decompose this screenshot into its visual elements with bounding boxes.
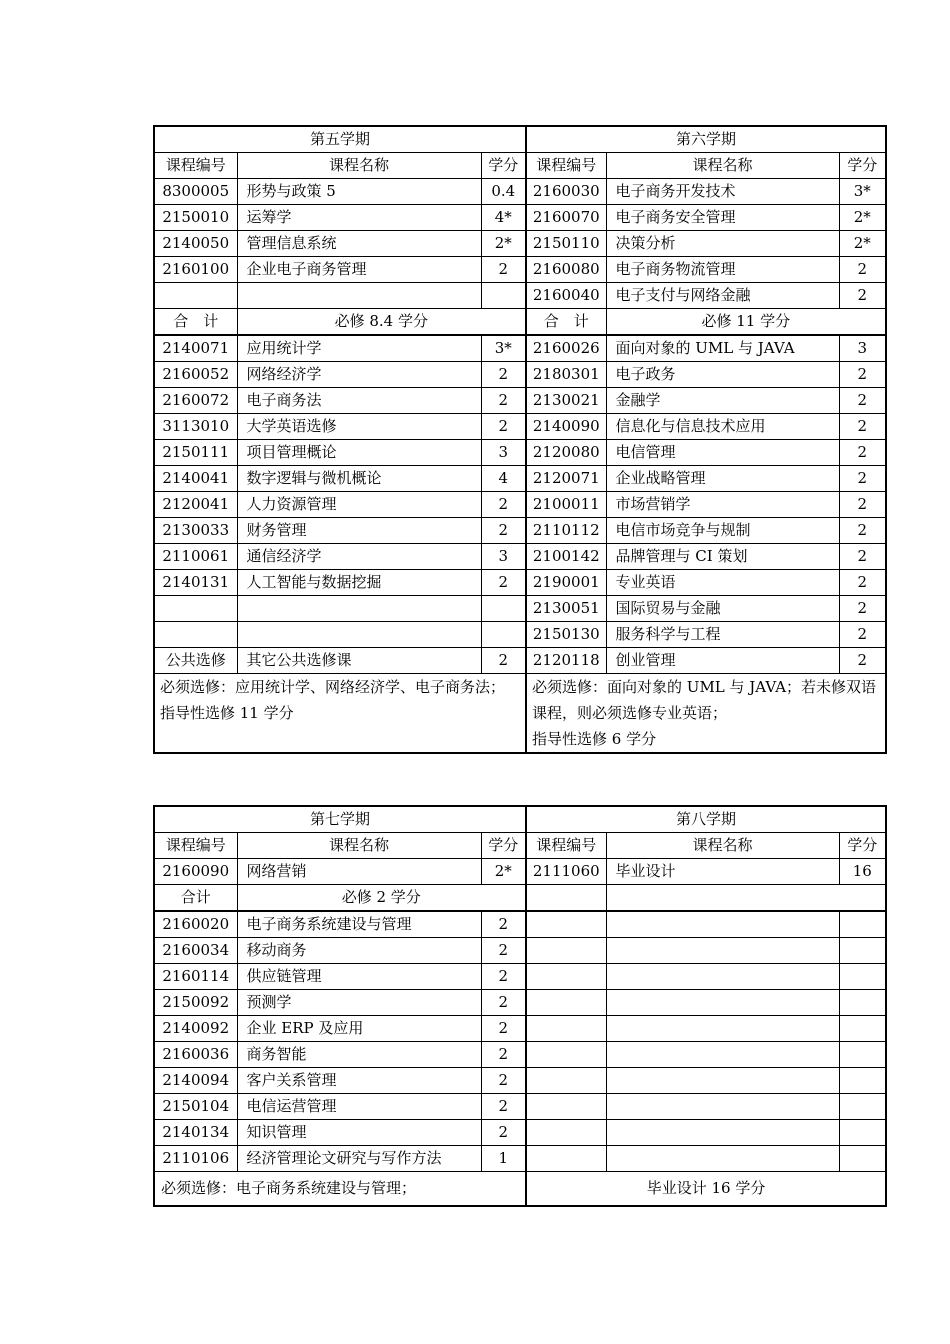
empty-cell	[606, 990, 839, 1016]
course-code: 2150110	[526, 231, 606, 257]
course-name: 商务智能	[237, 1042, 481, 1068]
table-row	[154, 990, 886, 1016]
course-credit: 3	[839, 335, 886, 362]
course-credit: 2*	[839, 205, 886, 231]
total-value: 必修 11 学分	[606, 309, 886, 336]
course-name: 金融学	[606, 388, 839, 414]
elective-note: 必须选修：电子商务系统建设与管理；	[154, 1172, 526, 1207]
table-row	[154, 570, 886, 596]
empty-cell	[839, 1016, 886, 1042]
course-code: 2150130	[526, 622, 606, 648]
course-code: 2160080	[526, 257, 606, 283]
empty-cell	[526, 1146, 606, 1172]
course-code: 2150092	[154, 990, 237, 1016]
course-name: 通信经济学	[237, 544, 481, 570]
empty-cell	[839, 1120, 886, 1146]
course-name: 电信运营管理	[237, 1094, 481, 1120]
course-credit: 2	[839, 388, 886, 414]
empty-cell	[606, 1146, 839, 1172]
course-code: 2160040	[526, 283, 606, 309]
course-code: 2160100	[154, 257, 237, 283]
table-row	[154, 179, 886, 205]
course-name: 移动商务	[237, 938, 481, 964]
course-credit: 2	[481, 362, 526, 388]
column-header: 课程名称	[237, 153, 481, 179]
column-header: 学分	[839, 833, 886, 859]
course-name: 知识管理	[237, 1120, 481, 1146]
course-code: 2160026	[526, 335, 606, 362]
course-credit: 2	[839, 544, 886, 570]
course-credit: 3*	[839, 179, 886, 205]
course-credit: 2	[839, 648, 886, 674]
course-code: 2100142	[526, 544, 606, 570]
course-credit: 2	[481, 911, 526, 938]
table-row	[154, 492, 886, 518]
course-credit: 2	[481, 964, 526, 990]
course-code: 2111060	[526, 859, 606, 885]
column-header: 学分	[481, 833, 526, 859]
course-credit: 2	[839, 466, 886, 492]
empty-cell	[526, 1042, 606, 1068]
course-name: 网络经济学	[237, 362, 481, 388]
course-credit: 2	[481, 257, 526, 283]
empty-cell	[606, 1068, 839, 1094]
course-name: 应用统计学	[237, 335, 481, 362]
course-code: 2110106	[154, 1146, 237, 1172]
total-value: 必修 8.4 学分	[237, 309, 526, 336]
course-credit: 3	[481, 440, 526, 466]
elective-note	[526, 674, 886, 754]
course-code: 2160034	[154, 938, 237, 964]
table-row	[154, 388, 886, 414]
course-code: 2120080	[526, 440, 606, 466]
course-code: 2160072	[154, 388, 237, 414]
course-credit	[481, 622, 526, 648]
table-row	[154, 283, 886, 309]
course-name	[237, 283, 481, 309]
course-name: 电子政务	[606, 362, 839, 388]
course-code: 2160052	[154, 362, 237, 388]
course-name	[237, 596, 481, 622]
semester-5-6-table	[153, 125, 887, 754]
table-row	[154, 1042, 886, 1068]
course-code: 2120118	[526, 648, 606, 674]
course-name: 企业战略管理	[606, 466, 839, 492]
course-code: 2100011	[526, 492, 606, 518]
note-line: 指导性选修 11 学分	[160, 704, 294, 722]
table-row	[154, 1146, 886, 1172]
empty-cell	[526, 1120, 606, 1146]
course-code: 2160036	[154, 1042, 237, 1068]
course-code: 2150010	[154, 205, 237, 231]
course-credit: 2	[481, 1094, 526, 1120]
table-row	[154, 205, 886, 231]
table-row	[154, 231, 886, 257]
course-credit: 2	[481, 414, 526, 440]
column-header: 课程名称	[606, 153, 839, 179]
course-credit	[481, 596, 526, 622]
semester-7-8-table	[153, 805, 887, 1207]
course-name: 供应链管理	[237, 964, 481, 990]
course-name: 客户关系管理	[237, 1068, 481, 1094]
table-row	[154, 964, 886, 990]
semester-title: 第八学期	[526, 806, 886, 833]
note-line: 必须选修：面向对象的 UML 与 JAVA；若未修双语课程，则必须选修专业英语；	[532, 678, 877, 722]
course-name: 网络营销	[237, 859, 481, 885]
course-name: 形势与政策 5	[237, 179, 481, 205]
course-name: 电信管理	[606, 440, 839, 466]
empty-cell	[839, 1068, 886, 1094]
table-row	[154, 622, 886, 648]
course-credit: 2*	[839, 231, 886, 257]
course-name: 预测学	[237, 990, 481, 1016]
course-name: 电子商务法	[237, 388, 481, 414]
course-credit: 2	[481, 518, 526, 544]
course-credit: 2	[839, 492, 886, 518]
course-credit: 16	[839, 859, 886, 885]
course-code: 8300005	[154, 179, 237, 205]
column-header: 课程编号	[526, 833, 606, 859]
table-row	[154, 1016, 886, 1042]
table-row	[154, 466, 886, 492]
empty-cell	[839, 911, 886, 938]
empty-cell	[839, 1042, 886, 1068]
empty-cell	[526, 1094, 606, 1120]
course-code: 2130051	[526, 596, 606, 622]
course-name: 品牌管理与 CI 策划	[606, 544, 839, 570]
course-name: 经济管理论文研究与写作方法	[237, 1146, 481, 1172]
column-header: 学分	[839, 153, 886, 179]
course-name: 专业英语	[606, 570, 839, 596]
course-code: 2140092	[154, 1016, 237, 1042]
course-name: 电信市场竞争与规制	[606, 518, 839, 544]
course-code: 2190001	[526, 570, 606, 596]
course-credit: 2	[839, 518, 886, 544]
table-row	[154, 938, 886, 964]
empty-cell	[839, 1146, 886, 1172]
course-code: 2140041	[154, 466, 237, 492]
course-credit: 4	[481, 466, 526, 492]
course-credit: 2	[481, 388, 526, 414]
table-row	[154, 257, 886, 283]
course-name: 毕业设计	[606, 859, 839, 885]
course-code: 2130033	[154, 518, 237, 544]
course-name: 信息化与信息技术应用	[606, 414, 839, 440]
total-label: 合 计	[526, 309, 606, 336]
elective-note	[154, 674, 526, 754]
course-credit: 2	[839, 283, 886, 309]
course-credit	[481, 283, 526, 309]
course-name: 电子商务物流管理	[606, 257, 839, 283]
course-name: 电子商务系统建设与管理	[237, 911, 481, 938]
graduation-note: 毕业设计 16 学分	[526, 1172, 886, 1207]
course-name: 国际贸易与金融	[606, 596, 839, 622]
empty-cell	[526, 1068, 606, 1094]
course-credit: 2	[481, 648, 526, 674]
course-code	[154, 283, 237, 309]
table-row	[154, 1120, 886, 1146]
course-code: 2140134	[154, 1120, 237, 1146]
course-name: 数字逻辑与微机概论	[237, 466, 481, 492]
course-credit: 0.4	[481, 179, 526, 205]
table-row	[154, 596, 886, 622]
empty-cell	[526, 990, 606, 1016]
course-credit: 2	[839, 570, 886, 596]
course-code: 2110061	[154, 544, 237, 570]
course-name: 人工智能与数据挖掘	[237, 570, 481, 596]
course-credit: 2	[481, 1068, 526, 1094]
course-code: 2120071	[526, 466, 606, 492]
course-credit: 2*	[481, 231, 526, 257]
course-name: 管理信息系统	[237, 231, 481, 257]
course-code	[154, 622, 237, 648]
course-credit: 2	[481, 570, 526, 596]
course-credit: 2	[839, 257, 886, 283]
course-code	[154, 596, 237, 622]
empty-cell	[526, 938, 606, 964]
empty-cell	[606, 1042, 839, 1068]
course-code: 3113010	[154, 414, 237, 440]
table-row	[154, 440, 886, 466]
course-name: 电子商务开发技术	[606, 179, 839, 205]
column-header: 课程编号	[154, 833, 237, 859]
course-code: 2140131	[154, 570, 237, 596]
course-name: 企业 ERP 及应用	[237, 1016, 481, 1042]
course-name: 运筹学	[237, 205, 481, 231]
course-code: 2140050	[154, 231, 237, 257]
table-row	[154, 1094, 886, 1120]
column-header: 学分	[481, 153, 526, 179]
course-credit: 4*	[481, 205, 526, 231]
empty-cell	[839, 990, 886, 1016]
column-header: 课程名称	[606, 833, 839, 859]
course-name: 其它公共选修课	[237, 648, 481, 674]
course-code: 2180301	[526, 362, 606, 388]
course-code: 公共选修	[154, 648, 237, 674]
course-credit: 2	[839, 362, 886, 388]
empty-cell	[606, 964, 839, 990]
course-credit: 1	[481, 1146, 526, 1172]
course-name: 电子商务安全管理	[606, 205, 839, 231]
course-name: 企业电子商务管理	[237, 257, 481, 283]
course-code: 2160030	[526, 179, 606, 205]
table-row	[154, 518, 886, 544]
course-name: 市场营销学	[606, 492, 839, 518]
course-code: 2160070	[526, 205, 606, 231]
table-row	[154, 414, 886, 440]
course-code: 2160020	[154, 911, 237, 938]
course-credit: 2*	[481, 859, 526, 885]
course-credit: 2	[481, 1120, 526, 1146]
course-credit: 3*	[481, 335, 526, 362]
course-code: 2150104	[154, 1094, 237, 1120]
course-name	[237, 622, 481, 648]
total-label: 合计	[154, 885, 237, 912]
empty-cell	[526, 885, 606, 912]
course-credit: 2	[481, 938, 526, 964]
column-header: 课程编号	[526, 153, 606, 179]
column-header: 课程编号	[154, 153, 237, 179]
course-code: 2140090	[526, 414, 606, 440]
total-value: 必修 2 学分	[237, 885, 526, 912]
course-code: 2130021	[526, 388, 606, 414]
course-credit: 2	[481, 1042, 526, 1068]
table-row	[154, 648, 886, 674]
course-credit: 2	[481, 492, 526, 518]
course-name: 服务科学与工程	[606, 622, 839, 648]
course-code: 2120041	[154, 492, 237, 518]
empty-cell	[839, 964, 886, 990]
course-code: 2160114	[154, 964, 237, 990]
course-name: 创业管理	[606, 648, 839, 674]
course-name: 决策分析	[606, 231, 839, 257]
empty-cell	[606, 938, 839, 964]
empty-cell	[839, 938, 886, 964]
note-line: 指导性选修 6 学分	[532, 730, 657, 748]
course-name: 面向对象的 UML 与 JAVA	[606, 335, 839, 362]
course-code: 2110112	[526, 518, 606, 544]
empty-cell	[606, 911, 839, 938]
course-code: 2140094	[154, 1068, 237, 1094]
semester-title: 第七学期	[154, 806, 526, 833]
table-row	[154, 335, 886, 362]
empty-cell	[839, 1094, 886, 1120]
course-credit: 2	[839, 414, 886, 440]
empty-cell	[526, 1016, 606, 1042]
course-code: 2150111	[154, 440, 237, 466]
course-name: 项目管理概论	[237, 440, 481, 466]
empty-cell	[606, 1016, 839, 1042]
table-row	[154, 544, 886, 570]
course-code: 2160090	[154, 859, 237, 885]
course-credit: 3	[481, 544, 526, 570]
table-row	[154, 362, 886, 388]
semester-title: 第六学期	[526, 126, 886, 153]
empty-cell	[606, 1120, 839, 1146]
empty-cell	[606, 1094, 839, 1120]
course-name: 财务管理	[237, 518, 481, 544]
total-label: 合 计	[154, 309, 237, 336]
note-line: 必须选修：应用统计学、网络经济学、电子商务法；	[160, 678, 506, 696]
course-code: 2140071	[154, 335, 237, 362]
course-credit: 2	[481, 1016, 526, 1042]
course-credit: 2	[839, 596, 886, 622]
course-name: 电子支付与网络金融	[606, 283, 839, 309]
course-name: 人力资源管理	[237, 492, 481, 518]
course-credit: 2	[481, 990, 526, 1016]
course-name: 大学英语选修	[237, 414, 481, 440]
semester-title: 第五学期	[154, 126, 526, 153]
course-credit: 2	[839, 622, 886, 648]
empty-cell	[526, 964, 606, 990]
empty-cell	[606, 885, 886, 912]
course-credit: 2	[839, 440, 886, 466]
table-row	[154, 1068, 886, 1094]
column-header: 课程名称	[237, 833, 481, 859]
table-row	[154, 911, 886, 938]
empty-cell	[526, 911, 606, 938]
